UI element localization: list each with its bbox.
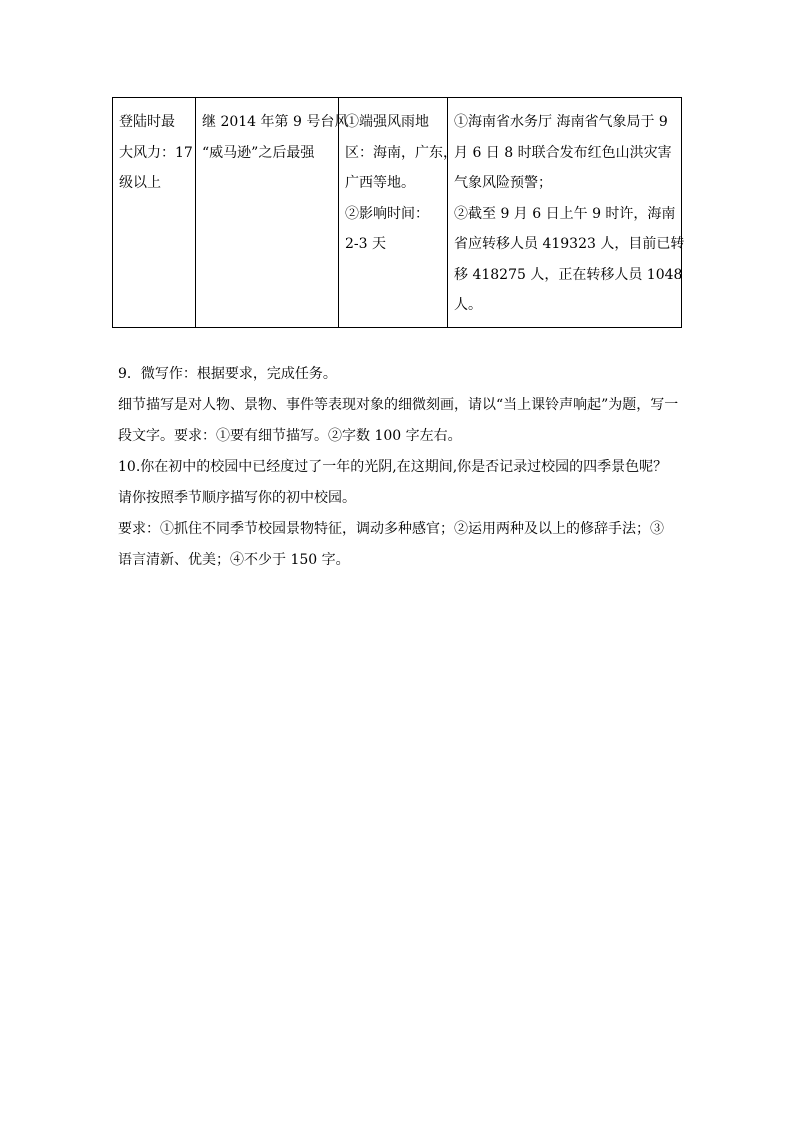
question-9-body-line: 细节描写是对人物、景物、事件等表现对象的细微刻画，请以“当上课铃声响起”为题，写一 xyxy=(118,397,679,413)
cell-line: 省应转移人员 419323 人，目前已转 xyxy=(454,236,685,252)
cell-line: ①海南省水务厅 海南省气象局于 9 xyxy=(454,114,668,130)
intensity-comparison-cell xyxy=(196,98,349,328)
cell-line: ②截至 9 月 6 日上午 9 时许，海南 xyxy=(454,205,676,222)
cell-line: 人。 xyxy=(454,297,482,313)
question-10-line: 要求：①抓住不同季节校园景物特征，调动多种感官；②运用两种及以上的修辞手法；③ xyxy=(118,521,664,537)
question-10-line: 语言清新、优美；④不少于 150 字。 xyxy=(118,552,350,568)
cell-line: 广西等地。 xyxy=(345,175,415,191)
table-row xyxy=(113,98,682,328)
cell-line: 气象风险预警； xyxy=(454,175,552,191)
cell-line: 大风力：17 xyxy=(119,144,193,161)
cell-line: ①端强风雨地 xyxy=(345,114,429,130)
cell-line: 登陆时最 xyxy=(119,114,175,130)
warning-evacuation-cell xyxy=(448,98,685,328)
cell-line: 移 418275 人，正在转移人员 1048 xyxy=(454,266,683,283)
affected-area-cell xyxy=(339,98,457,328)
question-9-body-line: 段文字。要求：①要有细节描写。②字数 100 字左右。 xyxy=(118,428,462,444)
cell-line: “威马逊”之后最强 xyxy=(202,144,315,161)
question-10-line: 请你按照季节顺序描写你的初中校园。 xyxy=(118,490,356,506)
question-9-title: 9．微写作：根据要求，完成任务。 xyxy=(118,366,337,382)
cell-line: 2-3 天 xyxy=(345,236,386,252)
question-9 xyxy=(118,359,688,452)
cell-line: 级以上 xyxy=(119,175,161,191)
typhoon-info-table xyxy=(112,97,685,328)
cell-line: 月 6 日 8 时联合发布红色山洪灾害 xyxy=(454,144,672,161)
question-10 xyxy=(118,452,688,576)
cell-line: ②影响时间： xyxy=(345,205,429,222)
wind-force-cell xyxy=(113,98,196,328)
question-10-line: 10.你在初中的校园中已经度过了一年的光阴,在这期间,你是否记录过校园的四季景色呢？ xyxy=(118,459,668,475)
cell-line: 继 2014 年第 9 号台风 xyxy=(202,114,349,130)
cell-line: 区：海南，广东， xyxy=(345,144,457,161)
